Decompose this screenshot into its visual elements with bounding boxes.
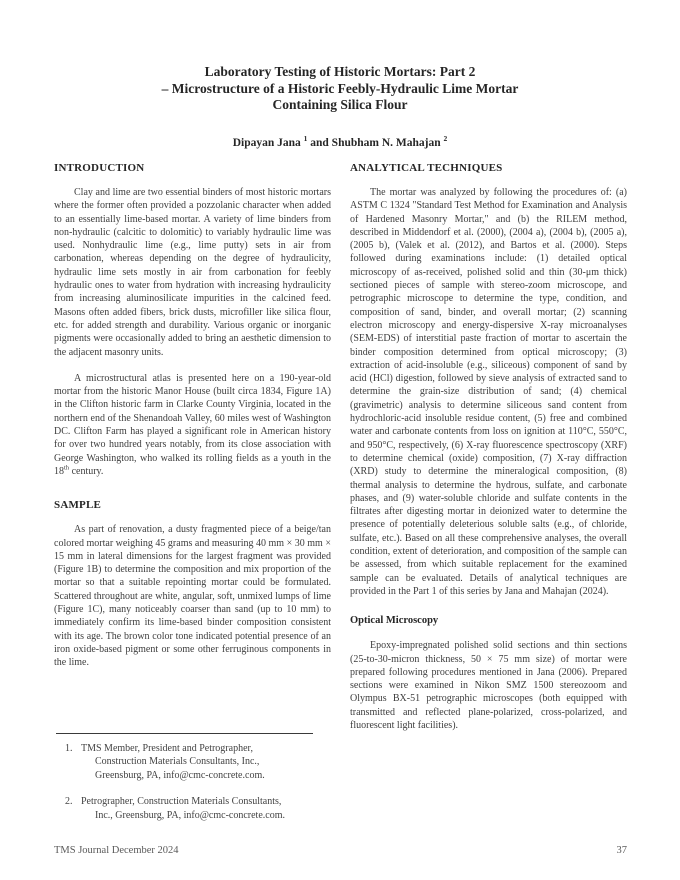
introduction-heading: INTRODUCTION: [54, 162, 145, 174]
footnote-divider: [56, 733, 313, 734]
author-2-affiliation-ref: 2: [443, 133, 448, 143]
optical-microscopy-subheading: Optical Microscopy: [350, 615, 439, 627]
footnote-2-line-1: Petrographer, Construction Materials Consultants,: [81, 796, 282, 807]
two-column-body: [54, 160, 627, 835]
author-1-affiliation-ref: 1: [303, 133, 308, 143]
footnote-2-text: [81, 795, 285, 822]
analytical-techniques-paragraph: The mortar was analyzed by following the procedures of: (a) ASTM C 1324 "Standard Test Method for Examination and Analysis of Hardened Masonry Mortar," and (b) the RILEM method, described in Middendorf et al. (2000), (2004 a), (2004 b), (2005 a), (2005 b), (Valek et al. (2012), and Bartos et al. (2000). Steps followed during examinations include: (1) detailed optical microscopy of as-received, polished solid and thin (30-μm thick) sectioned pieces of sample with stereo-zoom microscope, and petrographic microscope to determine the type, condition, and composition of sand, binder, and overall mortar; (2) scanning electron microscopy and energy-dispersive X-ray microanalyses (SEM-EDS) of interstitial paste fraction of mortar to ascertain the binder composition determined from optical microscopy; (3) extraction of acid-insoluble (e.g., siliceous) component of sand by acid (HCl) digestion, followed by sieve analysis of extracted sand to determine the grain-size distribution of sand; (4) chemical (gravimetric) analysis to determine siliceous sand content from hydrochloric-acid insoluble residue content, (5) free and combined water and carbonate contents from loss on ignition at 110°C, 550°C, and 950°C, respectively, (6) X-ray fluorescence spectroscopy (XRF) to determine chemical (oxide) composition, (7) X-ray diffraction (XRD) study to determine the mineralogical composition, (8) thermal analysis to determine the hydrous, sulfate, and carbonate phases, and (9) water-soluble chloride and sulfate contents in the filtrates after digesting mortar in deionized water to determine the presence of potentially deleterious soluble salts (e.g., of chloride, sulfate, etc.). Based on all these comprehensive analyses, the overall condition, extent of deterioration, and composition of the sample can be assessed, from which suitable replacement for the examined sample can be evaluated. Details of analytical techniques are provided in the Part 1 of this series by Jana and Mahajan (2024).: [350, 187, 627, 597]
introduction-paragraph-2-end: century.: [69, 465, 104, 477]
footnote-1-line-3: Greensburg, PA, info@cmc-concrete.com.: [95, 769, 265, 781]
right-column: [350, 160, 627, 835]
ordinal-superscript: th: [64, 464, 70, 472]
footnote-1-line-1: TMS Member, President and Petrographer,: [81, 742, 253, 754]
footnote-1-text: [81, 742, 265, 783]
left-column: [54, 160, 331, 835]
footnote-1: [65, 742, 331, 783]
author-line: [0, 134, 680, 149]
introduction-paragraph-2-text: A microstructural atlas is presented here on a 190-year-old mortar from the historic Manor House (built circa 1834, Figure 1A) in the Clifton historic farm in Clarke County Virginia, located in the northern end of the Shenandoah Valley, 60 miles west of Washington DC. Clifton Farm has played a significant role in American history for over two hundred years notably, from its close association with George Washington, who walked its rolling fields as a youth in the 18: [54, 372, 331, 477]
author-2: and Shubham N. Mahajan: [307, 136, 444, 149]
section-spacer: [54, 491, 331, 497]
analytical-techniques-heading: ANALYTICAL TECHNIQUES: [350, 162, 503, 174]
footnote-1-line-2: Construction Materials Consultants, Inc.,: [95, 756, 260, 767]
paper-title: [0, 0, 680, 114]
footnote-2-number: 2.: [65, 796, 73, 807]
footnote-2: [65, 795, 331, 822]
introduction-paragraph-2: [54, 372, 331, 478]
footnote-block: [54, 725, 331, 836]
sample-heading: SAMPLE: [54, 499, 102, 512]
title-line-3: Containing Silica Flour: [272, 97, 408, 112]
page-footer: [54, 845, 627, 856]
sample-paragraph-1: As part of renovation, a dusty fragmented piece of a beige/tan colored mortar weighing 45 grams and measuring 40 mm × 30 mm × 15 mm in lateral dimensions for the largest fragment was provided (Figure 1B) to determine the composition and mix proportion of the mortar so that a suitable repointing mortar could be formulated. Scattered throughout are white, angular, soft, unmixed lumps of lime (Figure 1C), many noticeably coarser than sand (up to 10 mm) to immediately confirm its lime-based binder composition consistent with its age. The brown color tone indicated potential presence of an iron oxide-based pigment or some other ferruginous components in the lime.: [54, 524, 331, 669]
footnote-2-line-2: Inc., Greensburg, PA, info@cmc-concrete.com.: [95, 809, 285, 821]
optical-microscopy-paragraph: Epoxy-impregnated polished solid sections and thin sections (25-to-30-micron thickness, 50 × 75 mm size) of mortar were prepared following procedures mentioned in Jana (2006). Prepared sections were examined in Nikon SMZ 1500 stereozoom and Olympus BX-51 petrographic microscopes (both equipped with transmitted and reflected plane-polarized, cross-polarized, and fluorescent light facilities).: [350, 640, 627, 731]
title-line-1: Laboratory Testing of Historic Mortars: Part 2: [204, 64, 476, 79]
title-line-2: – Microstructure of a Historic Feebly-Hydraulic Lime Mortar: [161, 80, 519, 96]
author-1: Dipayan Jana: [232, 136, 304, 149]
page-number: 37: [616, 845, 627, 856]
journal-name: TMS Journal December 2024: [54, 845, 179, 856]
footnote-1-number: 1.: [65, 742, 73, 754]
introduction-paragraph-1: Clay and lime are two essential binders of most historic mortars where the former often provided a pozzolanic character when added to an essentially lime-based mortar. A variety of lime binders from non-hydraulic (calcitic to dolomitic) to variably hydraulic lime was used. Nonhydraulic lime (e.g., lime putty) sets in air from carbonation, whereas depending on the degree of hydraulicity, hydraulic lime sets mostly in air from carbonation for feebly hydraulic ones to water from hydration with increasing hydraulicity from increasing aluminosilicate impurities in the calcined feed. Masons often added fibers, brick dusts, microfiller like silica flour, etc. for added strength and durability. Various organic or inorganic pigments were occasionally added to bring an aesthetic dimension to the adjacent masonry units.: [54, 187, 331, 358]
